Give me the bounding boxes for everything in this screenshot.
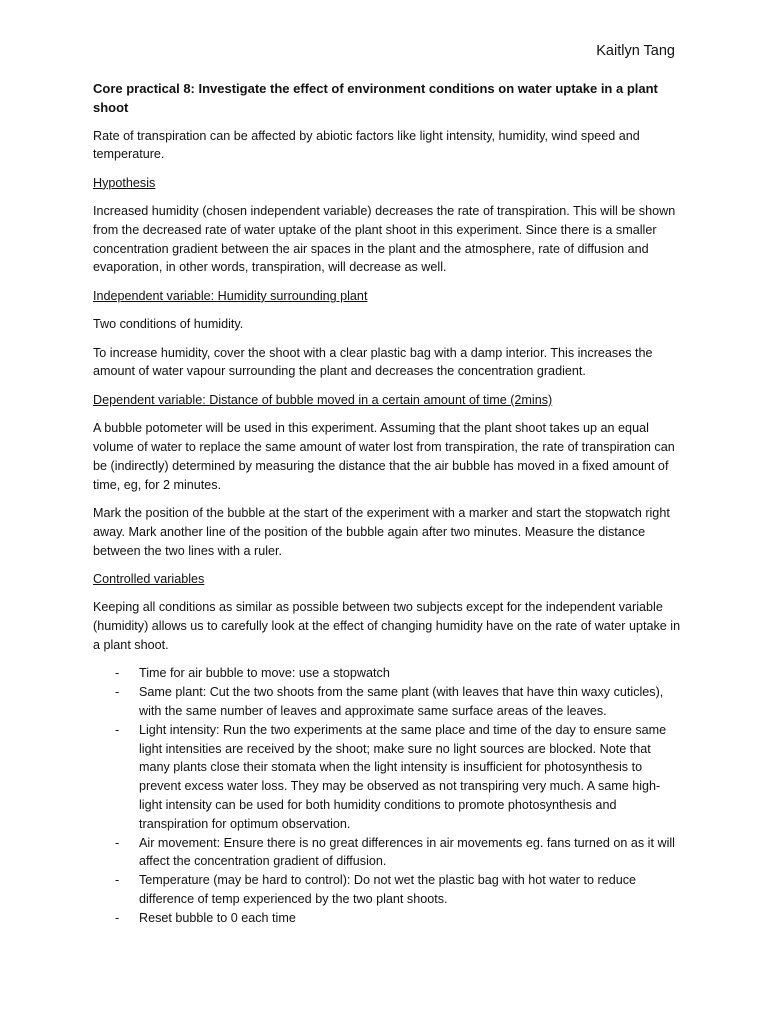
author-name: Kaitlyn Tang xyxy=(596,43,675,59)
list-item xyxy=(93,664,683,683)
controlled-paragraph: Keeping all conditions as similar as possible between two subjects except for the independent variable (humidity) allows us to carefully look at the effect of changing humidity have on the rate of water uptake in a plant shoot. xyxy=(93,600,681,652)
hypothesis-paragraph: Increased humidity (chosen independent variable) decreases the rate of transpiration. This will be shown from the decreased rate of water uptake of the plant shoot in this experiment. Since there is a smaller concentration gradient between the air spaces in the plant and the atmosphere, rate of diffusion and evaporation, in other words, transpiration, will decrease as well. xyxy=(93,204,676,275)
list-item xyxy=(93,871,683,909)
controlled-variables-heading: Controlled variables xyxy=(93,571,205,586)
list-item xyxy=(93,909,683,928)
list-item-text: Reset bubble to 0 each time xyxy=(139,910,296,925)
list-item xyxy=(93,683,683,721)
intro-paragraph: Rate of transpiration can be affected by abiotic factors like light intensity, humidity, wind speed and temperature. xyxy=(93,128,640,162)
dependent-variable-heading: Dependent variable: Distance of bubble moved in a certain amount of time (2mins) xyxy=(93,392,553,407)
independent-variable-heading: Independent variable: Humidity surrounding plant xyxy=(93,288,368,303)
page-title: Core practical 8: Investigate the effect of environment conditions on water uptake in a plant shoot xyxy=(93,81,658,115)
list-item xyxy=(93,721,683,834)
list-item-text: Time for air bubble to move: use a stopwatch xyxy=(139,666,390,681)
list-item xyxy=(93,834,683,872)
bullet-marker: - xyxy=(115,685,120,700)
dependent-paragraph-2: Mark the position of the bubble at the start of the experiment with a marker and start the stopwatch right away. Mark another line of the position of the bubble again after two minutes. Measure the distance between the two lines with a ruler. xyxy=(93,506,670,558)
bullet-marker: - xyxy=(115,722,120,737)
hypothesis-heading: Hypothesis xyxy=(93,175,156,190)
bullet-marker: - xyxy=(115,835,120,850)
list-item-text: Same plant: Cut the two shoots from the same plant (with leaves that have thin waxy cuticles), with the same number of leaves and approximate same surface areas of the leaves. xyxy=(139,685,664,718)
controlled-variables-list xyxy=(93,664,683,927)
list-item-text: Light intensity: Run the two experiments at the same place and time of the day to ensure same light intensities are received by the shoot; make sure no light sources are blocked. Note that many plants close their stomata when the light intensity is insufficient for photosynthesis to prevent excess water loss. They may be observed as not transpiring very much. A same high-light intensity can be used for both humidity conditions to promote photosynthesis and transpiration for optimum observation. xyxy=(139,722,667,831)
document-body xyxy=(93,79,683,928)
independent-paragraph-1: Two conditions of humidity. xyxy=(93,317,244,332)
bullet-marker: - xyxy=(115,666,120,681)
bullet-marker: - xyxy=(115,910,120,925)
dependent-paragraph-1: A bubble potometer will be used in this experiment. Assuming that the plant shoot takes up an equal volume of water to replace the same amount of water lost from transpiration, the rate of transpiration can be (indirectly) determined by measuring the distance that the air bubble has moved in a fixed amount of time, eg, for 2 minutes. xyxy=(93,421,675,492)
list-item-text: Temperature (may be hard to control): Do not wet the plastic bag with hot water to reduce difference of temp experienced by the two plant shoots. xyxy=(139,873,637,906)
independent-paragraph-2: To increase humidity, cover the shoot with a clear plastic bag with a damp interior. This increases the amount of water vapour surrounding the plant and decreases the concentration gradient. xyxy=(93,345,653,379)
bullet-marker: - xyxy=(115,873,120,888)
list-item-text: Air movement: Ensure there is no great differences in air movements eg. fans turned on as it will affect the concentration gradient of diffusion. xyxy=(139,835,675,869)
